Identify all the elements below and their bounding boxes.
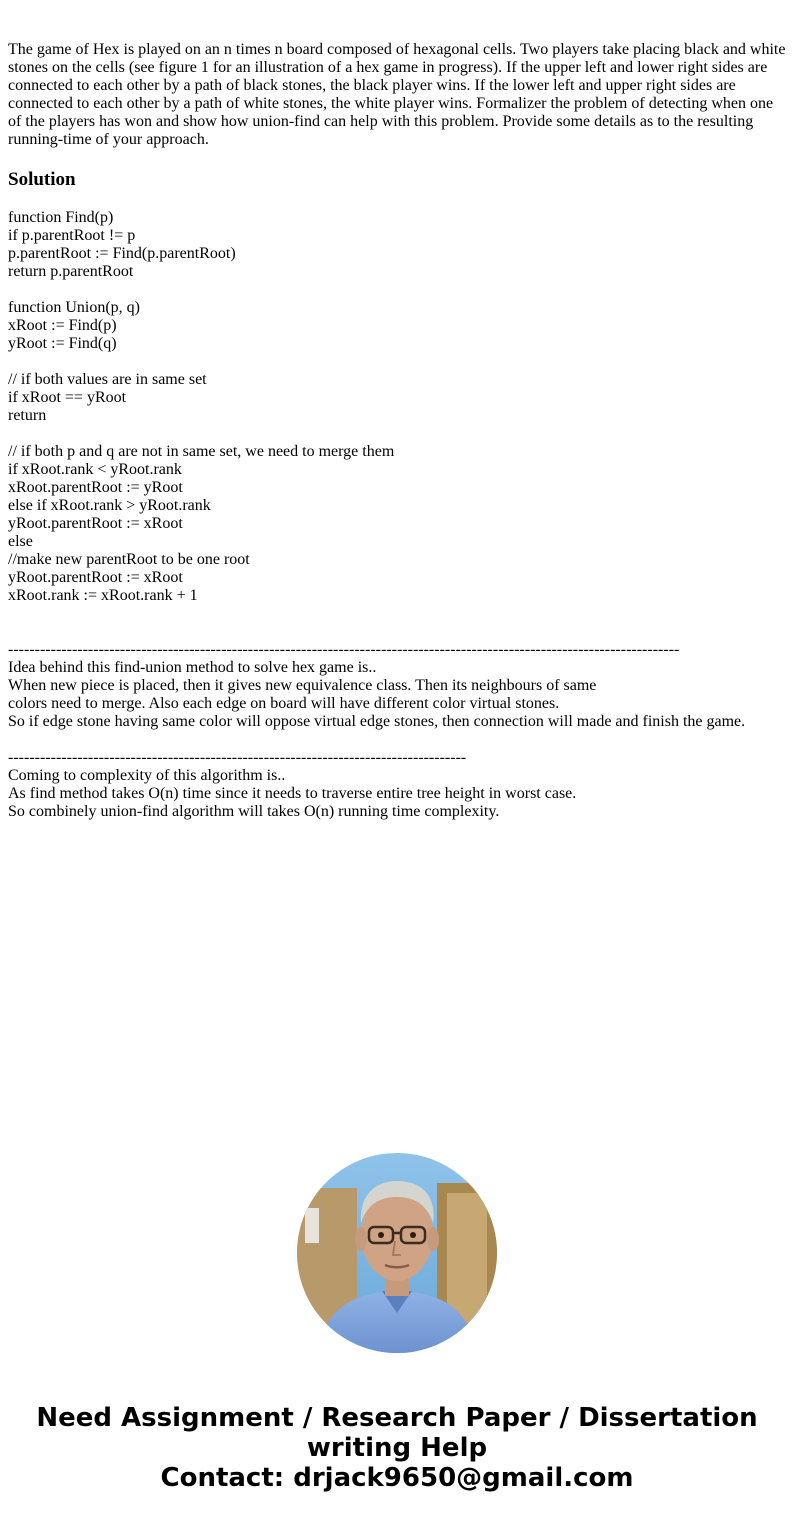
code-line: xRoot := Find(p) (8, 317, 117, 334)
complexity-line: Coming to complexity of this algorithm is.. (8, 767, 286, 784)
code-line: xRoot.parentRoot := yRoot (8, 479, 183, 496)
idea-line: So if edge stone having same color will oppose virtual edge stones, then connection will made and finish the game. (8, 713, 746, 730)
code-line: function Find(p) (8, 209, 114, 226)
footer-line: writing Help (306, 1433, 488, 1463)
code-line (8, 353, 788, 371)
code-line: if xRoot == yRoot (8, 389, 127, 406)
document-body (8, 41, 788, 821)
code-line: // if both values are in same set (8, 371, 207, 388)
idea-line: colors need to merge. Also each edge on board will have different color virtual stones. (8, 695, 560, 712)
code-line: function Union(p, q) (8, 299, 140, 316)
question-text: The game of Hex is played on an n times n board composed of hexagonal cells. Two players take placing black and white stones on the cells (see figure 1 for an illustration of a hex game in progress). If the upper left and lower right sides are connected to each other by a path of black stones, the black player wins. If the lower left and upper right sides are connected to each other by a path of white stones, the white player wins. Formalizer the problem of detecting when one of the players has won and show how union-find can help with this problem. Provide some details as to the resulting running-time of your approach. (8, 41, 786, 148)
code-line: xRoot.rank := xRoot.rank + 1 (8, 587, 198, 604)
notes-section (8, 605, 788, 821)
idea-line: When new piece is placed, then it gives new equivalence class. Then its neighbours of same (8, 677, 597, 694)
code-line: yRoot := Find(q) (8, 335, 117, 352)
complexity-line: So combinely union-find algorithm will takes O(n) running time complexity. (8, 803, 500, 820)
code-line: return (8, 407, 47, 424)
code-line (8, 281, 788, 299)
solution-heading: Solution (8, 169, 76, 190)
code-line: return p.parentRoot (8, 263, 134, 280)
code-line: //make new parentRoot to be one root (8, 551, 250, 568)
separator-line: ------------------------------------------------------------------------------------------------------------------------------ (8, 641, 680, 658)
author-avatar (297, 1153, 497, 1353)
code-line: if xRoot.rank < yRoot.rank (8, 461, 182, 478)
footer-contact: Contact: drjack9650@gmail.com (160, 1463, 634, 1493)
code-line: yRoot.parentRoot := xRoot (8, 515, 183, 532)
footer-line: Need Assignment / Research Paper / Dissertation (36, 1403, 758, 1433)
code-block (8, 209, 788, 605)
code-line: // if both p and q are not in same set, we need to merge them (8, 443, 395, 460)
idea-line: Idea behind this find-union method to solve hex game is.. (8, 659, 377, 676)
person-photo-icon (297, 1153, 497, 1353)
separator-line: -------------------------------------------------------------------------------------- (8, 749, 467, 766)
code-line: else (8, 533, 33, 550)
contact-footer (0, 1403, 794, 1493)
code-line: if p.parentRoot != p (8, 227, 136, 244)
code-line: yRoot.parentRoot := xRoot (8, 569, 183, 586)
code-line: else if xRoot.rank > yRoot.rank (8, 497, 211, 514)
complexity-line: As find method takes O(n) time since it needs to traverse entire tree height in worst case. (8, 785, 577, 802)
code-line: p.parentRoot := Find(p.parentRoot) (8, 245, 236, 262)
code-line (8, 425, 788, 443)
